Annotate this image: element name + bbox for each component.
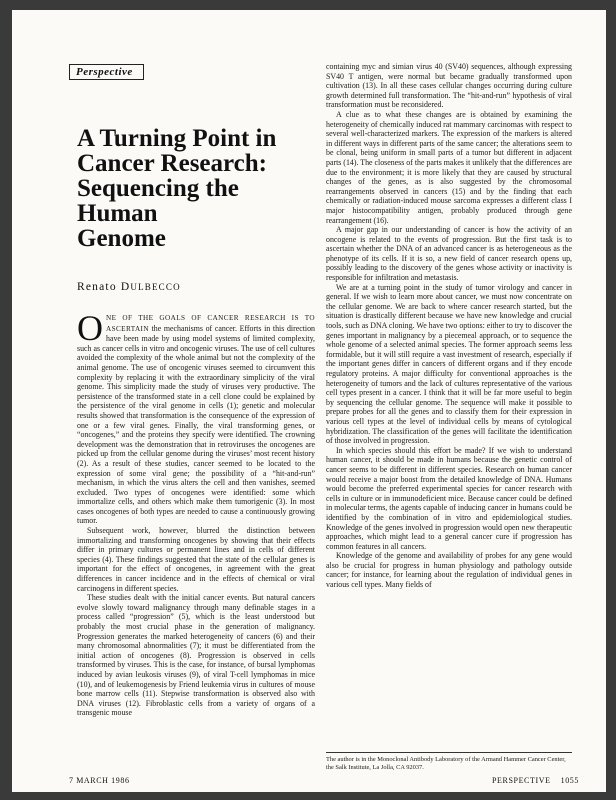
left-paragraph-1: Subsequent work, however, blurred the distinction between immortalizing and transforming oncogenes by showing that their effects differ in primary cultures or permanent lines and in cells of different species (4). These findings suggested that the state of the cellular genes is important for the effect of oncogenes, in agreement with the great differences in cancer incidence and in the effects of chemical or viral carcinogens in different species. (77, 526, 315, 593)
author-byline (77, 281, 315, 293)
author-last-initial: D (120, 281, 131, 293)
footer-date: 7 MARCH 1986 (69, 776, 130, 785)
footer-right (492, 776, 579, 785)
author-first: Renato (77, 281, 117, 293)
section-tag: Perspective (69, 64, 144, 80)
journal-page (12, 10, 606, 792)
right-paragraph-6: Knowledge of the genome and availability of probes for any gene would also be crucial for progress in human physiology and pathology outside cancer; for instance, for learning about the regulation of individual genes in various cell types. Many fields of (326, 551, 572, 590)
left-body-text (69, 308, 315, 718)
footer-section: PERSPECTIVE (492, 776, 551, 785)
title-line-1: A Turning Point in (77, 125, 277, 152)
article-title (69, 126, 315, 251)
left-paragraph-2: These studies dealt with the initial cancer events. But natural cancers evolve slowly toward malignancy through many definable stages in a process called “progression” (5), which is the least understood but probably the most crucial phase in the generation of malignancy. Progression generates the marked heterogeneity of cancers (6) and their many chromosomal abnormalities (7); it must be differentiated from the initial action of oncogenes (8). Progression is observed in cells transformed by viruses. This is the case, for instance, of bursal lymphomas induced by avian leukosis viruses (9), of viral T-cell lymphomas in mice (10), and of leukemogenesis by Friend leukemia virus in cultures of mouse bone marrow cells (11). Stepwise transformation is observed also with DNA viruses (12). Fibroblastic cells from a variety of organs of a transgenic mouse (77, 593, 315, 718)
author-footnote: The author is in the Monoclonal Antibody Laboratory of the Armand Hammer Cancer Center, the Salk Institute, La Jolla, CA 92037. (326, 752, 572, 772)
right-column (326, 62, 572, 590)
lead-rest: the mechanisms of cancer. Efforts in this direction have been made by using model systems of limited complexity, such as cancer cells in vitro and oncogenic viruses. The use of cell cultures avoided the complexity of the whole animal but not the complexity of the animal genome. The use of oncogenic viruses seemed to circumvent this complexity by replacing it with the extraordinary simplicity of the viral genome. This simplicity made the study of viruses very productive. The persistence of the transformed state in a cell clone could be explained by the persistence of the viral genome in cells (1); genetic and molecular results showed that transformation is the consequence of the expression of one or a few viral genes. Finally, the viral transforming genes, or “oncogenes,” and the proteins they specify were identified. The crowning development was the demonstration that in retroviruses the oncogenes are picked up from the cellular genome during the viruses’ most recent history (2). As a result of these studies, cancer seemed to be located to the expression of some viral gene; the possibility of a “hit-and-run” mechanism, in which the virus alters the cell and then vanishes, seemed excluded. Two types of oncogenes were identified: some which immortalize cells, and others which make them tumorigenic (3). In most cases oncogenes of both types are needed to cause a continuously growing tumor. (77, 323, 315, 526)
title-line-3: Sequencing the Human (77, 175, 239, 227)
lead-smallcaps: NE OF THE GOALS OF CANCER RESEARCH IS TO ASCERTAIN (106, 314, 315, 333)
author-last-rest: ULBECCO (130, 282, 181, 292)
lead-paragraph (77, 308, 315, 526)
title-line-2: Cancer Research: (77, 150, 267, 177)
drop-cap: O (77, 308, 103, 348)
left-column (69, 62, 315, 718)
right-paragraph-2: A clue as to what these changes are is obtained by examining the heterogeneity of chemically induced rat mammary carcinomas with respect to several well-characterized markers. The expression of the markers is altered in different ways in different parts of the same cancer; the alterations seem to be clonal, being uniform in small parts of a tumor but different in adjacent parts (14). The closeness of the parts makes it unlikely that the differences are due to the environment; it is more likely that they are caused by structural changes of the genes, as is also suggested by the chromosomal rearrangements observed in cancers (15) and by the finding that each chemically or radiation-induced mouse sarcoma expresses a different class I major histocompatibility antigen, probably produced through gene rearrangement (16). (326, 109, 572, 225)
page-number: 1055 (560, 776, 580, 785)
right-paragraph-4: We are at a turning point in the study of tumor virology and cancer in general. If we wish to learn more about cancer, we must now concentrate on the cellular genome. We are back to where cancer research started, but the situation is drastically different because we have new knowledge and crucial tools, such as DNA cloning. We have two options: either to try to discover the genes important in malignancy by a piecemeal approach, or to sequence the whole genome of a selected animal species. The former approach seems less formidable, but it will still require a vast investment of research, especially if the important genes differ in cancers of different organs and if they encode regulatory proteins. A major difficulty for conventional approaches is the heterogeneity of tumors and the lack of cultures representative of the various cell types present in a cancer. I think that it will be far more useful to begin by sequencing the cellular genome. The sequence will make it possible to prepare probes for all the genes and to classify them for their expression in various cell types at the level of individual cells by means of cytological hybridization. The classification of the genes will facilitate the identification of those involved in progression. (326, 282, 572, 446)
right-paragraph-5: In which species should this effort be made? If we wish to understand human cancer, it should be made in humans because the genetic control of cancer seems to be different in different species. Research on human cancer would receive a major boost from the detailed knowledge of DNA. Humans would become the preferred experimental species for cancer research with cells in culture or in immunodeficient mice. Because cancer could be defined in molecular terms, the agents capable of inducing cancer in humans could be identified by the combination of in vitro and epidemiological studies. Knowledge of the genes involved in progression would open new therapeutic approaches, which might lead to a general cancer cure if progression has common features in all cancers. (326, 445, 572, 551)
right-paragraph-3: A major gap in our understanding of cancer is how the activity of an oncogene is related to the events of progression. But the first task is to ascertain whether the DNA of an advanced cancer is as heterogeneous as the phenotype of its cells. If it is so, a new field of cancer research opens up, possibly leading to the discovery of the genes whose activity or inactivity is responsible for infiltration and metastasis. (326, 225, 572, 283)
title-line-4: Genome (77, 225, 166, 252)
right-paragraph-1: containing myc and simian virus 40 (SV40) sequences, although expressing SV40 T antigen, were normal but became gradually transformed upon cultivation (13). In all these cases cellular changes occurring during culture growth determined full transformation. The “hit-and-run” hypothesis of viral transformation must be reconsidered. (326, 62, 572, 110)
